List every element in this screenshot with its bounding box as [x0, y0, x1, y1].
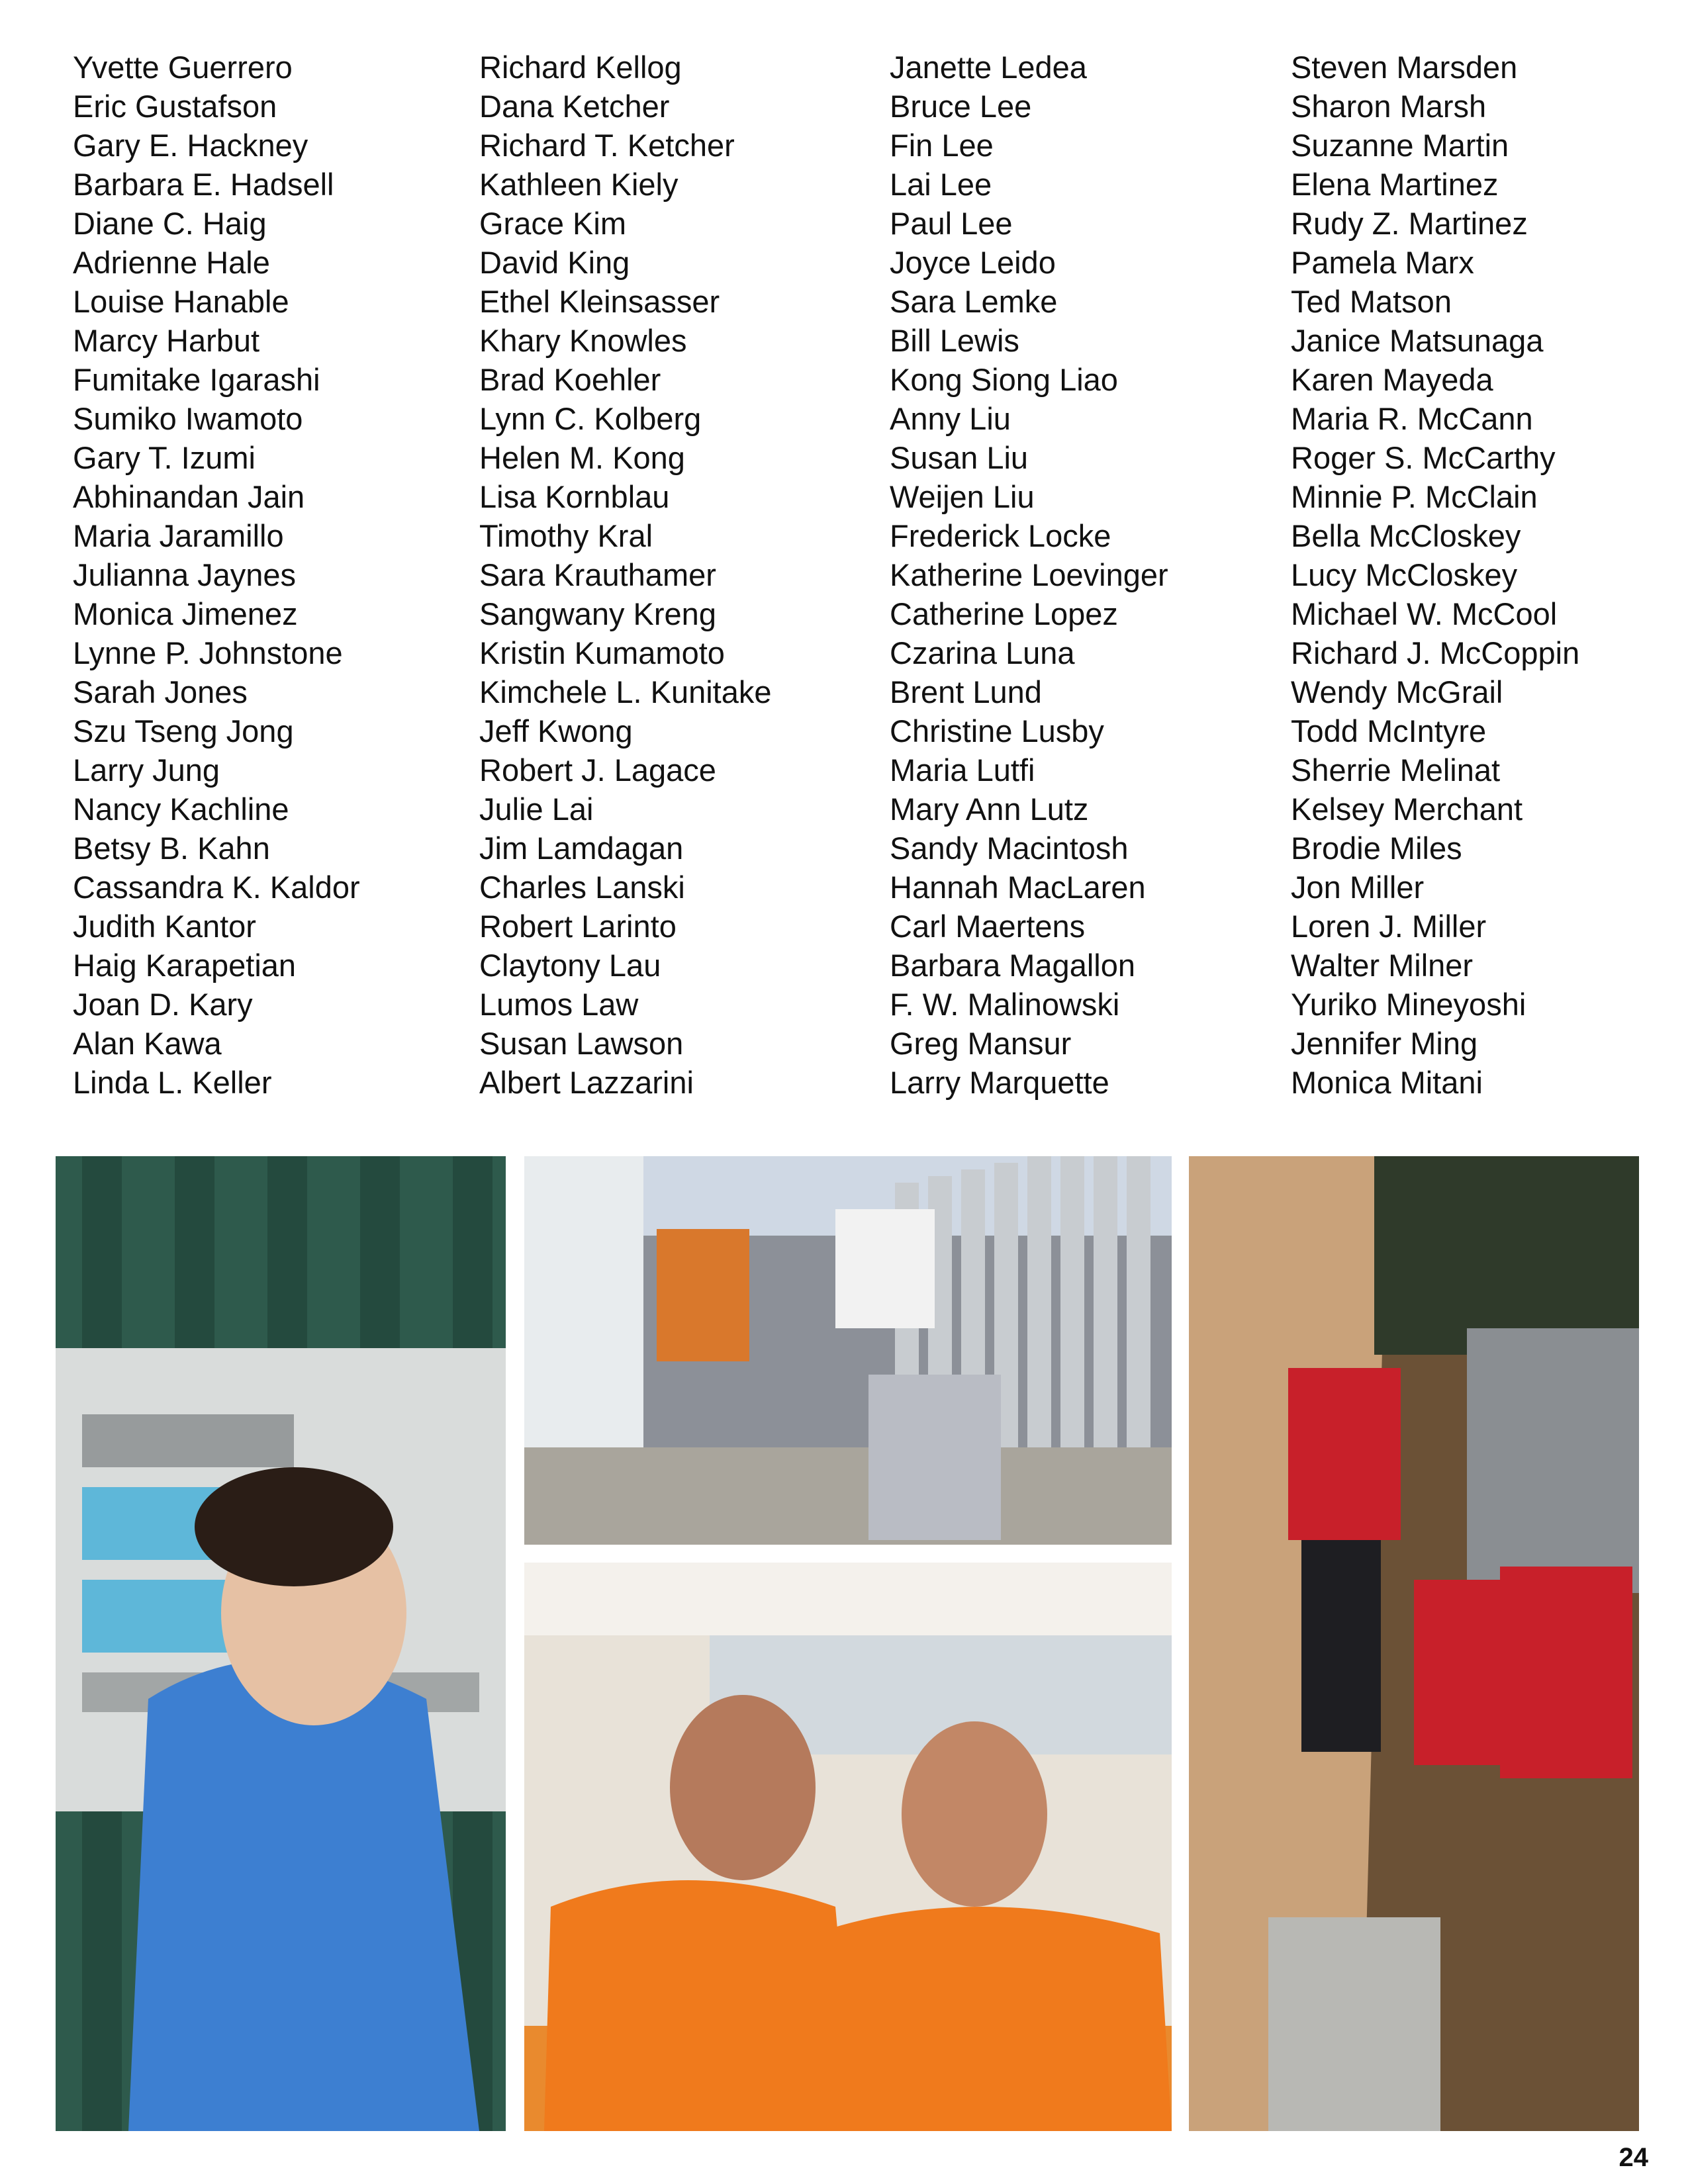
donor-name: Sara Lemke: [890, 284, 1058, 319]
donor-name: Fumitake Igarashi: [73, 362, 320, 397]
donor-name: Joyce Leido: [890, 245, 1056, 280]
donor-name: Gary T. Izumi: [73, 440, 256, 475]
donor-name: Szu Tseng Jong: [73, 713, 294, 749]
house-wall: [524, 1156, 643, 1474]
hair-shape: [195, 1467, 393, 1586]
donor-name: Hannah MacLaren: [890, 870, 1146, 905]
donor-name: Abhinandan Jain: [73, 479, 305, 514]
person-right-shirt: [1500, 1567, 1632, 1778]
name-column-3: [890, 48, 1168, 1102]
donor-name: Ethel Kleinsasser: [479, 284, 720, 319]
donor-name-list: [73, 48, 1635, 1120]
woman-right-shirt: [802, 1907, 1172, 2131]
volunteer-photo-women-build: [524, 1563, 1172, 2131]
donor-name: Yuriko Mineyoshi: [1291, 987, 1526, 1022]
donor-name: Monica Jimenez: [73, 596, 298, 631]
donor-name: Albert Lazzarini: [479, 1065, 694, 1100]
donor-name: Kristin Kumamoto: [479, 635, 725, 670]
donor-name: Sarah Jones: [73, 674, 248, 709]
donor-name: Jon Miller: [1291, 870, 1425, 905]
donor-name: Christine Lusby: [890, 713, 1104, 749]
donor-name: Sumiko Iwamoto: [73, 401, 303, 436]
donor-name: Jeff Kwong: [479, 713, 633, 749]
ground: [524, 1447, 1172, 1545]
donor-name: Dana Ketcher: [479, 89, 670, 124]
donor-name: Catherine Lopez: [890, 596, 1118, 631]
donor-name: Yvette Guerrero: [73, 50, 293, 85]
donor-name: Todd McIntyre: [1291, 713, 1487, 749]
donor-name: Jim Lamdagan: [479, 831, 684, 866]
photo-illustration: [56, 1156, 506, 2131]
donor-name: Barbara Magallon: [890, 948, 1135, 983]
woman-right-head: [902, 1721, 1047, 1907]
donor-name: Lumos Law: [479, 987, 639, 1022]
donor-name: Jennifer Ming: [1291, 1026, 1478, 1061]
donor-name: Brent Lund: [890, 674, 1042, 709]
donor-name: Alan Kawa: [73, 1026, 222, 1061]
name-column-1: [73, 48, 360, 1102]
donor-name: Katherine Loevinger: [890, 557, 1168, 592]
donor-name: Richard T. Ketcher: [479, 128, 735, 163]
donor-name: Louise Hanable: [73, 284, 289, 319]
donor-name: Kimchele L. Kunitake: [479, 674, 772, 709]
donor-name: Greg Mansur: [890, 1026, 1072, 1061]
donor-name: Brodie Miles: [1291, 831, 1462, 866]
donor-name: Maria R. McCann: [1291, 401, 1533, 436]
name-column-2: [479, 48, 772, 1102]
donor-name: Wendy McGrail: [1291, 674, 1503, 709]
donor-name: Lynne P. Johnstone: [73, 635, 343, 670]
donor-name: Sangwany Kreng: [479, 596, 716, 631]
donor-name: Rudy Z. Martinez: [1291, 206, 1528, 241]
donor-name: Maria Jaramillo: [73, 518, 284, 553]
donor-name: Pamela Marx: [1291, 245, 1474, 280]
volunteer-photo-blue-shirt: [56, 1156, 506, 2131]
donor-name: Gary E. Hackney: [73, 128, 308, 163]
donor-name: Frederick Locke: [890, 518, 1111, 553]
name-column-4: [1291, 48, 1579, 1102]
donor-name: Kong Siong Liao: [890, 362, 1118, 397]
donor-name: Michael W. McCool: [1291, 596, 1558, 631]
donor-name: Walter Milner: [1291, 948, 1474, 983]
sign-text-block-a: [82, 1414, 294, 1467]
ladder: [1268, 1917, 1440, 2131]
donor-name: Carl Maertens: [890, 909, 1086, 944]
donor-name: Diane C. Haig: [73, 206, 267, 241]
photo-illustration: [1189, 1156, 1639, 2131]
donor-name: Bill Lewis: [890, 323, 1019, 358]
donor-name: David King: [479, 245, 630, 280]
donor-name: Haig Karapetian: [73, 948, 297, 983]
page-number: 24: [1618, 2143, 1648, 2172]
donor-name: Sandy Macintosh: [890, 831, 1129, 866]
donor-name: Julie Lai: [479, 792, 594, 827]
donor-name: Cassandra K. Kaldor: [73, 870, 360, 905]
donor-name: Fin Lee: [890, 128, 994, 163]
donor-name: Richard Kellog: [479, 50, 682, 85]
donor-name: Elena Martinez: [1291, 167, 1499, 202]
person-middle-shirt: [1414, 1580, 1513, 1765]
donor-name: Czarina Luna: [890, 635, 1075, 670]
ceiling: [524, 1563, 1172, 1635]
donor-name: Larry Jung: [73, 752, 220, 788]
donor-name: Maria Lutfi: [890, 752, 1035, 788]
donor-name: Ted Matson: [1291, 284, 1452, 319]
donor-name: Timothy Kral: [479, 518, 653, 553]
donor-name: Lucy McCloskey: [1291, 557, 1518, 592]
donor-name: Loren J. Miller: [1291, 909, 1487, 944]
donor-name: Sharon Marsh: [1291, 89, 1487, 124]
donor-name: Mary Ann Lutz: [890, 792, 1089, 827]
person-gray-shirt: [868, 1375, 1001, 1540]
donor-name: Lynn C. Kolberg: [479, 401, 702, 436]
person-orange-shirt: [657, 1229, 749, 1361]
donor-name: Khary Knowles: [479, 323, 687, 358]
donor-name: Robert J. Lagace: [479, 752, 716, 788]
person-standing-shirt: [1288, 1368, 1401, 1540]
tree-canopy: [1374, 1156, 1639, 1355]
donor-name: Monica Mitani: [1291, 1065, 1483, 1100]
donor-name: Joan D. Kary: [73, 987, 253, 1022]
donor-name: Janice Matsunaga: [1291, 323, 1544, 358]
donor-name: Nancy Kachline: [73, 792, 289, 827]
donor-name: Robert Larinto: [479, 909, 677, 944]
donor-name: Richard J. McCoppin: [1291, 635, 1580, 670]
donor-name: Anny Liu: [890, 401, 1011, 436]
donor-name: Larry Marquette: [890, 1065, 1109, 1100]
donor-name: Suzanne Martin: [1291, 128, 1509, 163]
donor-name: Weijen Liu: [890, 479, 1035, 514]
donor-name: Lisa Kornblau: [479, 479, 670, 514]
donor-name: Charles Lanski: [479, 870, 685, 905]
donor-name: Bruce Lee: [890, 89, 1032, 124]
donor-name: Janette Ledea: [890, 50, 1087, 85]
donor-name: Brad Koehler: [479, 362, 661, 397]
volunteer-photo-red-shirts: [1189, 1156, 1639, 2131]
person-white-shirt: [835, 1209, 935, 1328]
donor-name: Kelsey Merchant: [1291, 792, 1523, 827]
donor-name: Julianna Jaynes: [73, 557, 297, 592]
donor-name: Betsy B. Kahn: [73, 831, 270, 866]
donor-name: Steven Marsden: [1291, 50, 1518, 85]
donor-name: Lai Lee: [890, 167, 992, 202]
house-right: [1467, 1328, 1639, 1593]
donor-name: Susan Lawson: [479, 1026, 684, 1061]
donor-name: Susan Liu: [890, 440, 1029, 475]
donor-name: Bella McCloskey: [1291, 518, 1521, 553]
volunteer-photo-fence-work: [524, 1156, 1172, 1545]
donor-name: Claytony Lau: [479, 948, 661, 983]
donor-name: Paul Lee: [890, 206, 1013, 241]
donor-name: Judith Kantor: [73, 909, 256, 944]
donor-name: Marcy Harbut: [73, 323, 260, 358]
person-standing-legs: [1301, 1540, 1381, 1752]
donor-name: Adrienne Hale: [73, 245, 270, 280]
donor-name: Linda L. Keller: [73, 1065, 272, 1100]
donor-name: Barbara E. Hadsell: [73, 167, 334, 202]
donor-name: Sara Krauthamer: [479, 557, 716, 592]
photo-illustration: [524, 1156, 1172, 1545]
donor-name: Eric Gustafson: [73, 89, 277, 124]
donor-name: Minnie P. McClain: [1291, 479, 1538, 514]
donor-name: Grace Kim: [479, 206, 626, 241]
donor-name: Karen Mayeda: [1291, 362, 1493, 397]
shirt-shape: [128, 1659, 479, 2131]
donor-name: Kathleen Kiely: [479, 167, 679, 202]
donor-name: Roger S. McCarthy: [1291, 440, 1556, 475]
donor-name: F. W. Malinowski: [890, 987, 1120, 1022]
woman-left-head: [670, 1695, 816, 1880]
photo-illustration: [524, 1563, 1172, 2131]
donor-name: Helen M. Kong: [479, 440, 685, 475]
donor-name: Sherrie Melinat: [1291, 752, 1501, 788]
